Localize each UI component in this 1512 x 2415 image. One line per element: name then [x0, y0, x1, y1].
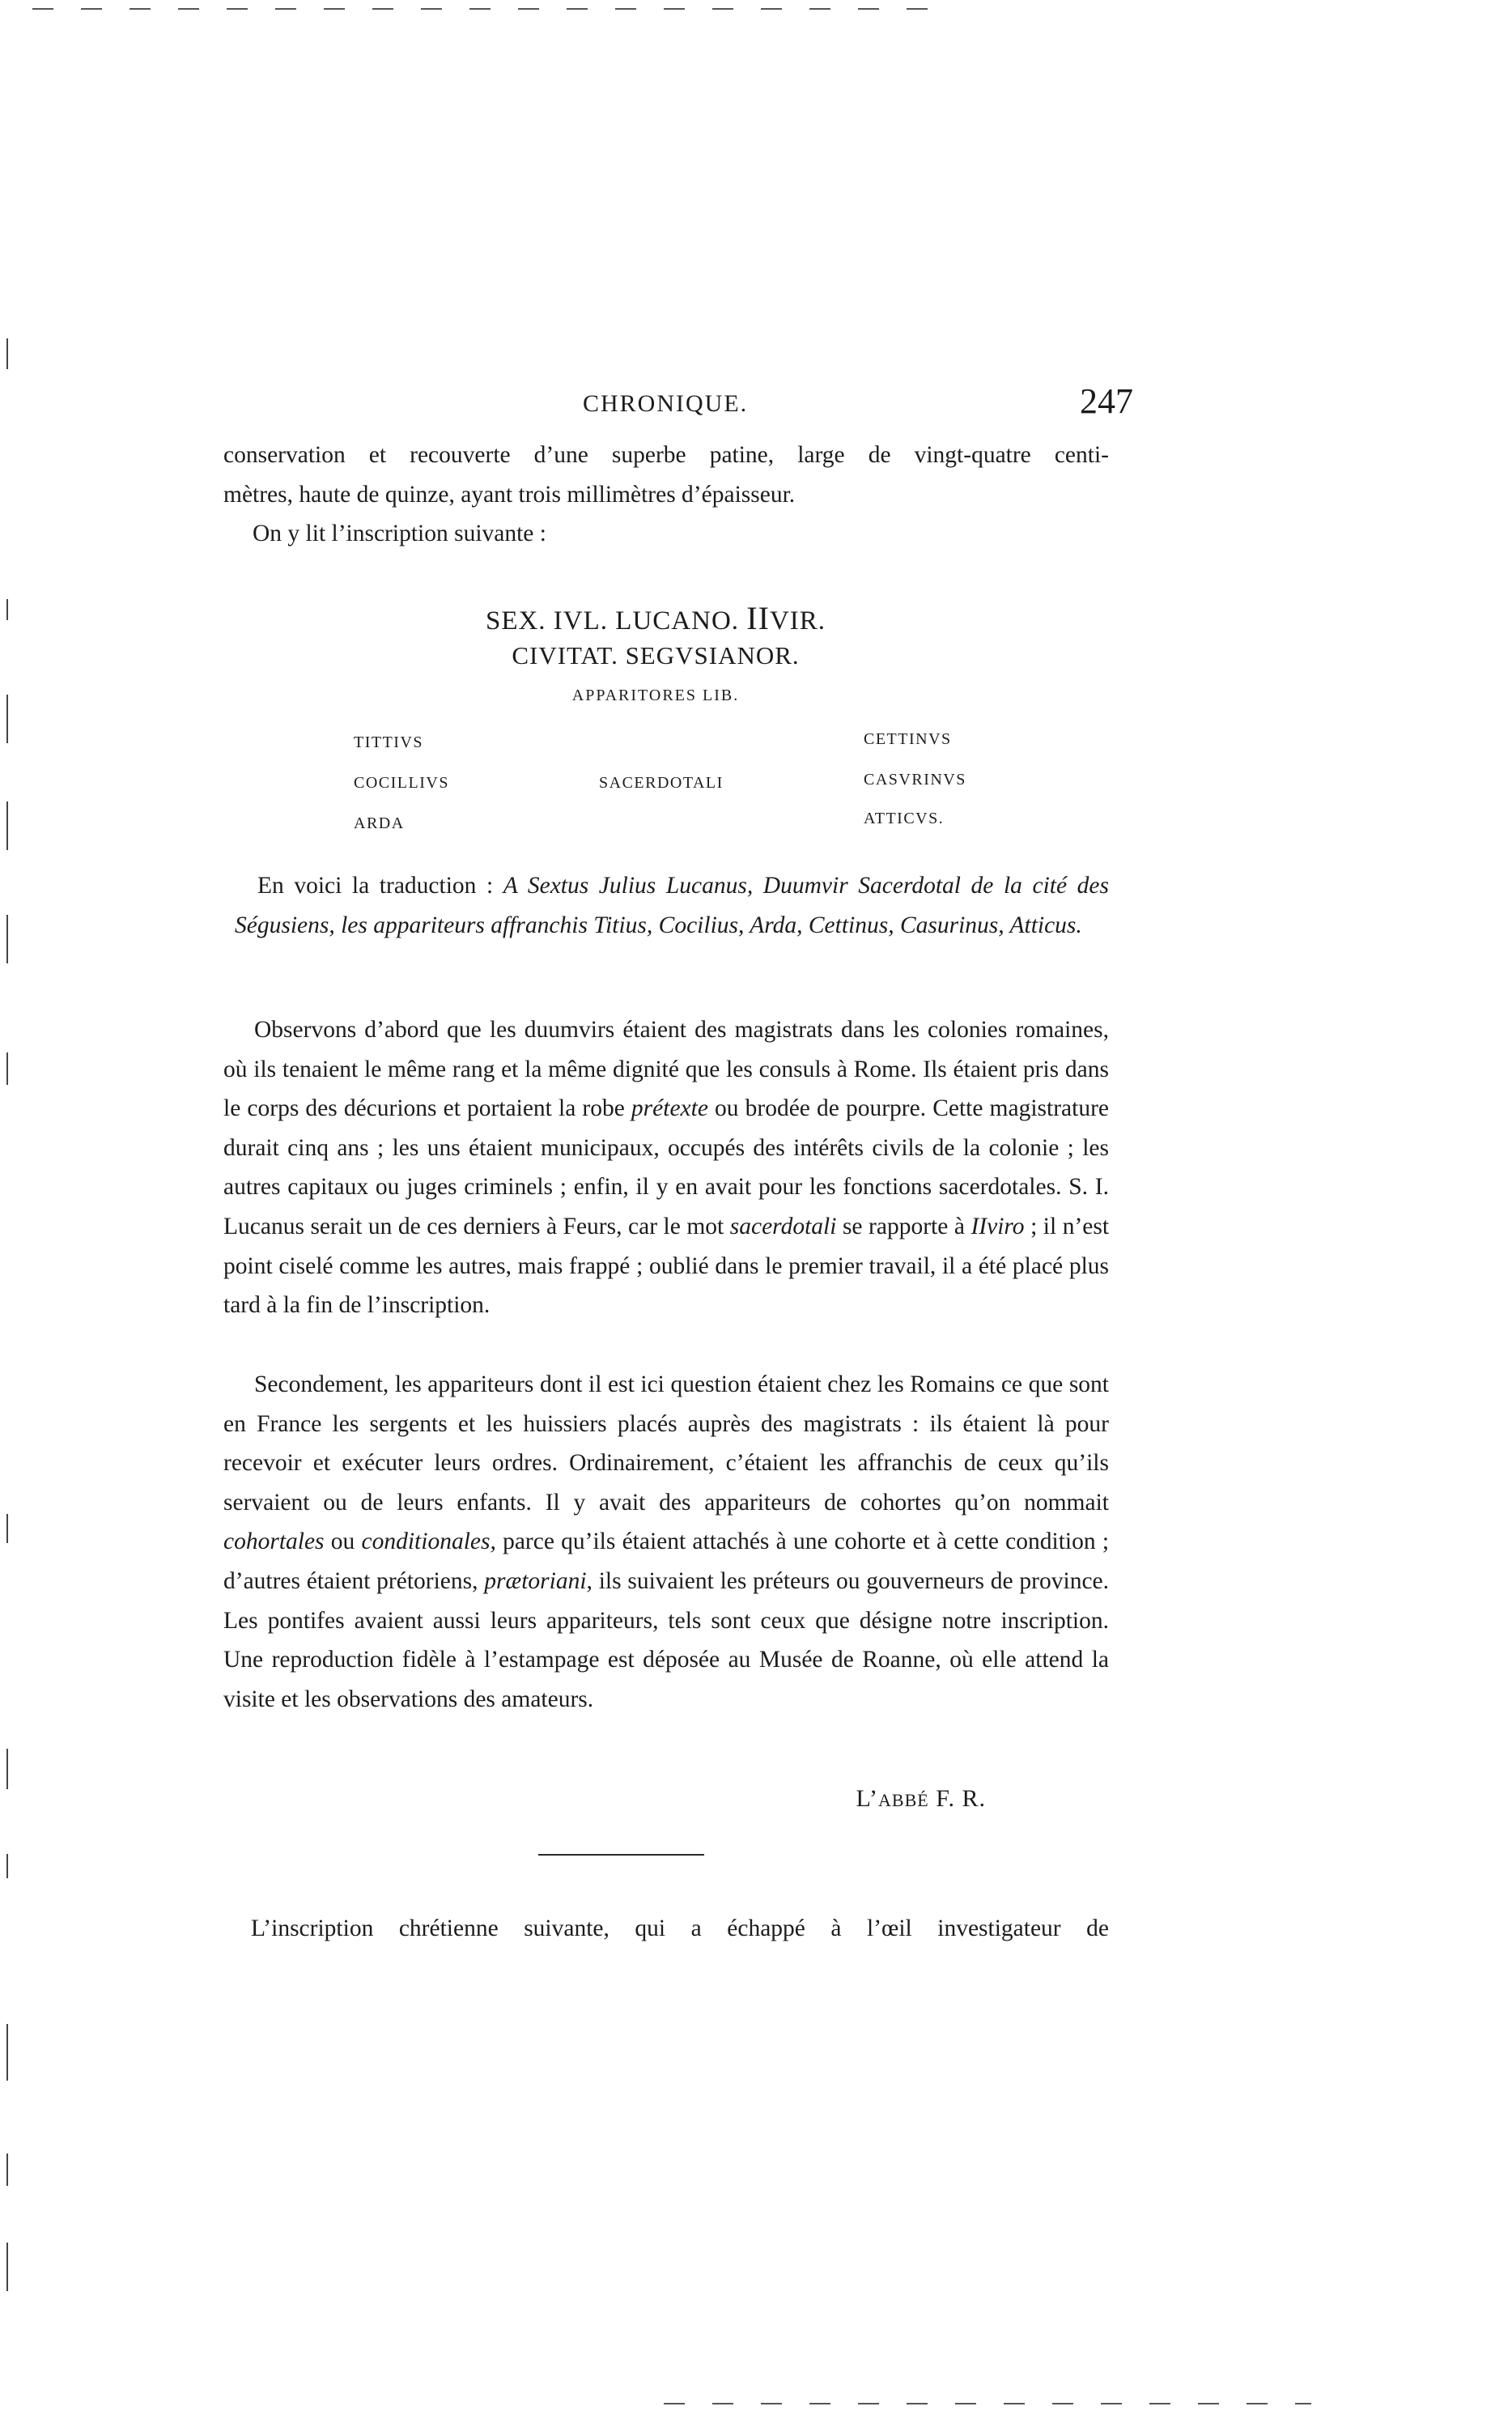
- scan-edge-mark: [6, 2243, 8, 2291]
- body-italic: prætoriani,: [484, 1567, 592, 1594]
- next-section-line: L’inscription chrétienne suivante, qui a échappé à l’œil investigateur de: [251, 1915, 1109, 1941]
- body-text: Secondement, les appariteurs dont il est ici question étaient chez les Romains ce que sont en France les sergents et les huissiers placés auprès des magistrats : ils étaient là pour recevoir et exécuter leurs ordres. Ordinairement, c’étaient les affranchis de ceux qu’ils servaient ou de leurs enfants. Il y avait des appariteurs de cohortes qu’on nommait: [223, 1371, 1109, 1516]
- body-text: ou brodée de pourpre. Cette magistrature durait cinq ans ; les uns étaient municipaux, occupés des intérêts civils de la colonie ; les autres capitaux ou juges criminels ; enfin, il y en avait pour les fonctions sacerdotales. S. I. Lucanus serait un de ces derniers à Feurs, car le mot: [223, 1095, 1109, 1239]
- scan-edge-mark: [6, 1749, 8, 1789]
- running-head: [243, 381, 1133, 429]
- inscription-name: ATTICVS.: [864, 810, 945, 827]
- scan-edge-mark: [6, 599, 8, 620]
- page-number: 247: [1080, 381, 1133, 421]
- inscription-line-2: CIVITAT. SEGVSIANOR.: [512, 641, 800, 670]
- translation-paragraph: [235, 866, 1109, 945]
- body-text: ; il n’est point ciselé comme les autres, mais frappé ; oublié dans le premier travail, il a été placé plus tard à la fin de l’inscription.: [223, 1213, 1110, 1319]
- inscription-name: TITTIVS: [354, 733, 424, 751]
- intro-line: conservation et recouverte d’une superbe patine, large de vingt-quatre centi-: [223, 442, 1109, 468]
- body-text: Observons d’abord que les duumvirs étaient des magistrats dans les colonies romaines, où ils tenaient le même rang et la même dignité que les consuls à Rome. Ils étaient pris dans le corps des décurions et portaient la robe: [223, 1017, 1109, 1122]
- scan-edge-mark: [6, 338, 8, 369]
- translation-lead: En voici la traduction :: [257, 873, 494, 899]
- running-head-title: CHRONIQUE.: [583, 390, 749, 417]
- body-italic: prétexte: [631, 1095, 708, 1122]
- intro-line: mètres, haute de quinze, ayant trois millimètres d’épaisseur.: [223, 481, 796, 508]
- signature-name: F. R.: [936, 1785, 986, 1812]
- scan-edge-mark: [6, 915, 8, 963]
- signature-title: ABBÉ: [878, 1790, 929, 1810]
- inscription-name: ARDA: [354, 814, 405, 832]
- inscription-text: SEX. IVL. LUCANO.: [485, 606, 740, 636]
- body-paragraph-2: [223, 1365, 1109, 1719]
- body-paragraph-1: [223, 1010, 1109, 1325]
- intro-paragraph: [223, 436, 1109, 554]
- inscription-numeral: II: [746, 600, 770, 636]
- body-italic: conditionales,: [361, 1529, 496, 1555]
- body-italic: sacerdotali: [729, 1213, 837, 1239]
- inscription-name: CASVRINVS: [864, 771, 966, 789]
- body-italic: cohortales: [223, 1529, 325, 1555]
- scan-edge-mark: [6, 1514, 8, 1543]
- inscription-name: CETTINVS: [864, 730, 952, 748]
- body-text: ils suivaient les préteurs ou gouverneurs de province. Les pontifes avaient aussi leurs appariteurs, tels sont ceux que désigne notre inscription. Une reproduction fidèle à l’estampage est déposée au Musée de Roanne, où elle attend la visite et les observations des amateurs.: [223, 1567, 1110, 1712]
- body-text: ou: [330, 1529, 355, 1555]
- body-text: parce qu’ils étaient attachés à une cohorte et à cette condition ; d’autres étaient prétoriens,: [223, 1529, 1110, 1594]
- inscription-line-1: [453, 599, 858, 637]
- translation-text: A Sextus Julius Lucanus, Duumvir Sacerdotal de la cité des Ségusiens, les appariteurs affranchis Titius, Cocilius, Arda, Cettinus, Casurinus, Atticus.: [235, 873, 1110, 938]
- scan-edge-mark: [6, 1854, 8, 1878]
- scan-artifact-top: [32, 8, 939, 10]
- section-divider: [538, 1854, 704, 1856]
- inscription-name: COCILLIVS: [354, 774, 449, 792]
- body-text: se rapporte à: [842, 1213, 965, 1239]
- body-italic: IIviro: [970, 1213, 1025, 1239]
- inscription-text: VIR.: [769, 606, 826, 636]
- scan-artifact-bottom: [664, 2403, 1311, 2404]
- scan-edge-mark: [6, 1052, 8, 1085]
- scan-edge-mark: [6, 801, 8, 850]
- scan-edge-mark: [6, 2024, 8, 2081]
- signature: L’ABBÉ F. R.: [856, 1785, 986, 1812]
- inscription-line-3: APPARITORES LIB.: [571, 687, 740, 704]
- intro-line: On y lit l’inscription suivante :: [253, 521, 546, 547]
- inscription-center: SACERDOTALI: [599, 774, 724, 792]
- scan-edge-mark: [6, 695, 8, 743]
- scan-edge-mark: [6, 2154, 8, 2186]
